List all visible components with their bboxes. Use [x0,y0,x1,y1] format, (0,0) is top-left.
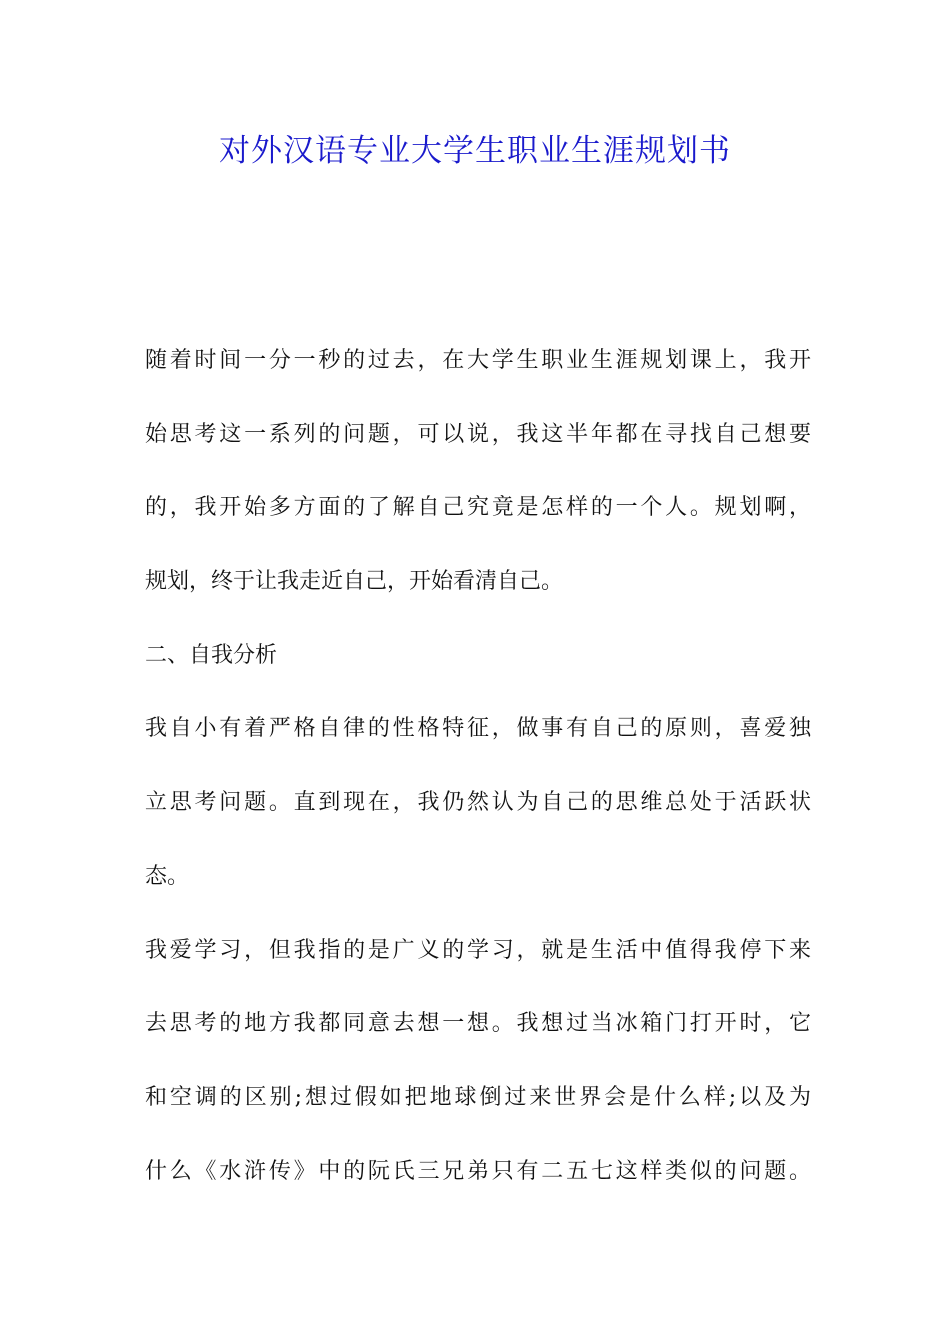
document-title: 对外汉语专业大学生职业生涯规划书 [219,133,731,169]
paragraph-1-line-4: 规划，终于让我走近自己，开始看清自己。 [145,569,564,595]
paragraph-3-line-1: 我自小有着严格自律的性格特征，做事有自己的原则，喜爱独 [145,716,811,742]
paragraph-1-line-1: 随着时间一分一秒的过去，在大学生职业生涯规划课上，我开 [145,348,811,373]
document-body [145,336,811,1220]
section-heading-self-analysis: 二、自我分析 [145,642,278,668]
paragraph-3-line-2: 立思考问题。直到现在，我仍然认为自己的思维总处于活跃状 [145,790,811,816]
paragraph-1-line-2: 始思考这一系列的问题，可以说，我这半年都在寻找自己想要 [145,421,811,447]
paragraph-4-line-3: 和空调的区别;想过假如把地球倒过来世界会是什么样;以及为 [145,1084,811,1110]
paragraph-1-line-3: 的，我开始多方面的了解自己究竟是怎样的一个人。规划啊， [145,495,811,521]
paragraph-4-line-1: 我爱学习，但我指的是广义的学习，就是生活中值得我停下来 [145,937,811,963]
paragraph-4-line-4: 什么《水浒传》中的阮氏三兄弟只有二五七这样类似的问题。 [145,1158,811,1184]
paragraph-3-line-3: 态。 [145,863,190,889]
paragraph-4-line-2: 去思考的地方我都同意去想一想。我想过当冰箱门打开时，它 [145,1011,811,1037]
